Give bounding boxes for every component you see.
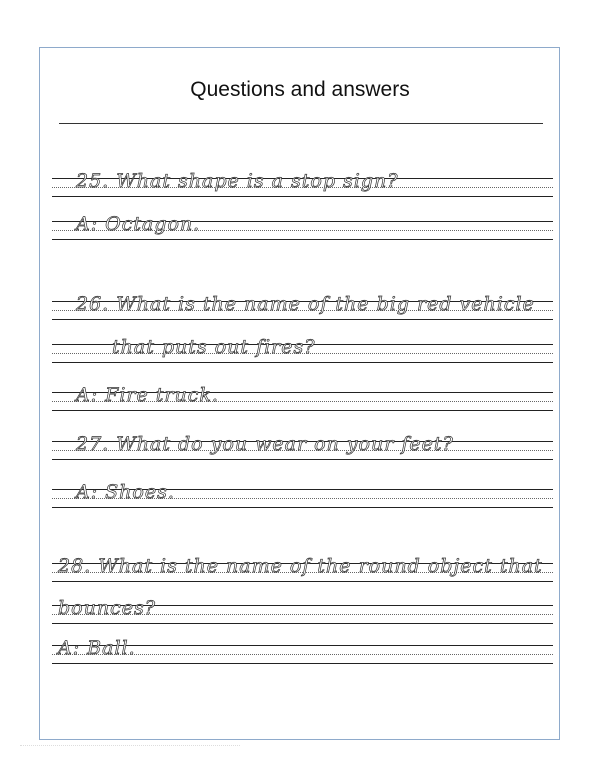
handwriting-line <box>52 597 553 627</box>
handwriting-line <box>52 637 553 667</box>
question-26-continued: that puts out fires? <box>112 336 316 358</box>
handwriting-line <box>52 555 553 585</box>
answer-25: A: Octagon. <box>76 213 201 235</box>
handwriting-line <box>52 481 553 511</box>
handwriting-line <box>52 384 553 414</box>
handwriting-line <box>52 336 553 366</box>
handwriting-line <box>52 293 553 323</box>
handwriting-line <box>52 433 553 463</box>
handwriting-line <box>52 170 553 200</box>
question-28: 28. What is the name of the round object that <box>58 555 543 577</box>
page-title: Questions and answers <box>190 78 410 101</box>
handwriting-line <box>52 213 553 243</box>
title-underline <box>59 123 543 124</box>
answer-26: A: Fire truck. <box>76 384 219 406</box>
footer-dotted-rule <box>20 745 240 747</box>
answer-27: A: Shoes. <box>76 481 175 503</box>
question-26: 26. What is the name of the big red vehicle <box>76 293 535 315</box>
question-27: 27. What do you wear on your feet? <box>76 433 454 455</box>
question-25: 25. What shape is a stop sign? <box>76 170 399 192</box>
question-28-continued: bounces? <box>58 597 156 619</box>
answer-28: A: Ball. <box>58 637 136 659</box>
